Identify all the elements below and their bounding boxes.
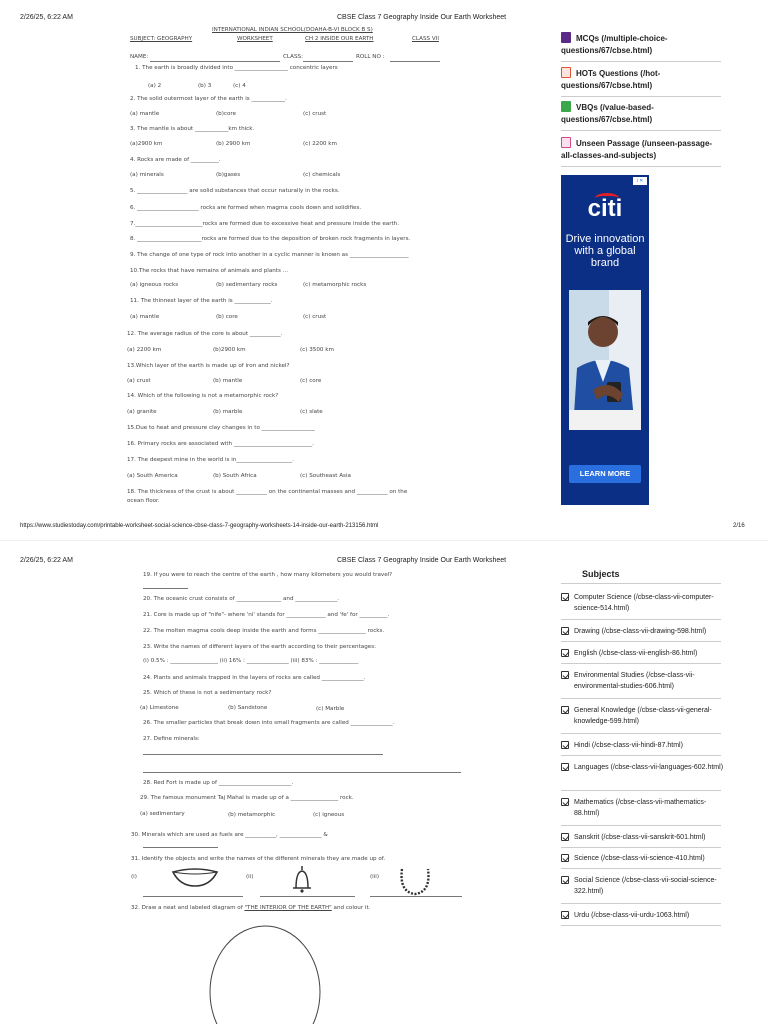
question-19: 19. If you were to reach the centre of the earth , how many kilometers you would travel? [143,572,393,578]
subject-label: Mathematics (/cbse-class-vii-mathematics-88.html) [574,799,707,817]
checkbox-icon [561,627,569,635]
question-15: 15.Due to heat and pressure clay changes in to ___________________ [127,425,315,431]
question-32 [131,905,370,911]
question-13: 13.Which layer of the earth is made up of iron and nickel? [127,363,290,369]
citi-logo: citi [587,195,623,222]
q17-option-a: (a) South America [127,473,178,479]
book-icon [561,32,571,43]
question-6: 6. ______________________ rocks are formed when magma cools down and solidifies. [130,205,362,211]
subject-label: Computer Science (/cbse-class-vii-computer-science-514.html) [574,594,714,612]
question-7: 7.________________________rocks are formed due to excessive heat and pressure inside the earth. [130,221,400,227]
question-26: 26. The smaller particles that break down into small fragments are called _______________. [143,720,395,726]
subject-science[interactable] [561,853,726,864]
subject-label: Drawing (/cbse-class-vii-drawing-598.html) [574,628,707,635]
q1-option-c: (c) 4 [233,83,246,89]
q25-option-b: (b) Sandstone [228,705,268,711]
subject-social-science[interactable] [561,875,726,897]
question-2: 2. The solid outermost layer of the earth is ____________. [130,96,287,102]
bell-image [290,864,314,894]
q11-option-c: (c) crust [303,314,327,320]
subject-hindi[interactable] [561,740,726,751]
subject-mathematics[interactable] [561,797,726,819]
header-title-2: CBSE Class 7 Geography Inside Our Earth Worksheet [337,557,507,564]
school-name: INTERNATIONAL INDIAN SCHOOL(DOAHA-B-VI BLOCK B S) [212,27,373,33]
q14-option-a: (a) granite [127,409,157,415]
q31-label-i: (i) [131,874,137,880]
header-date: 2/26/25, 6:22 AM [20,14,73,21]
class-line: CLASS: [283,54,303,60]
subject-languages[interactable] [561,762,726,773]
q31-label-iii: (iii) [370,874,380,880]
question-18: 18. The thickness of the crust is about ___________ on the continental masses and ___________ on the [127,489,408,495]
subject-urdu[interactable] [561,910,726,921]
question-10: 10.The rocks that have remains of animals and plants ... [130,268,289,274]
type-label: WORKSHEET [237,36,273,42]
learn-more-button[interactable]: LEARN MORE [569,465,641,483]
question-16: 16. Primary rocks are associated with ____________________________. [127,441,314,447]
chapter-label: CH 2 INSIDE OUR EARTH [305,36,374,42]
question-22: 22. The molten magma cools deep inside the earth and forms _________________ rocks. [143,628,385,634]
q31-label-ii: (ii) [246,874,254,880]
q3-option-b: (b) 2900 km [216,141,251,147]
question-21: 21. Core is made up of "nife"- where 'ni' stands for ______________ and 'fe' for __________. [143,612,390,618]
q11-option-a: (a) mantle [130,314,160,320]
hots-link[interactable] [561,67,721,91]
roll-line: ROLL NO : [356,54,385,60]
question-20: 20. The oceanic crust consists of ________________ and _______________. [143,596,340,602]
q1-option-b: (b) 3 [198,83,212,89]
checkbox-icon [561,593,569,601]
subject-label: Science (/cbse-class-vii-science-410.html) [574,855,705,862]
hots-link-label: HOTs Questions (/hot-questions/67/cbse.html) [561,69,661,90]
question-17: 17. The deepest mine in the world is in____________________. [127,457,295,463]
question-12: 12. The average radius of the core is about ___________. [127,331,283,337]
q4-option-c: (c) chemicals [303,172,341,178]
q32-text: 32. Draw a neat and labeled diagram of [131,905,245,911]
question-4: 4. Rocks are made of __________. [130,157,221,163]
header-date-2: 2/26/25, 6:22 AM [20,557,73,564]
q11-option-b: (b) core [216,314,238,320]
q29-option-a: (a) sedimentary [140,811,185,817]
q13-option-c: (c) core [300,378,322,384]
subject-drawing[interactable] [561,626,726,637]
vbqs-link-label: VBQs (/value-based-questions/67/cbse.html) [561,103,654,124]
q1-option-a: (a) 2 [148,83,162,89]
q14-option-b: (b) marble [213,409,243,415]
checkbox-icon [561,798,569,806]
q32-underlined: "THE INTERIOR OF THE EARTH" [244,905,332,911]
question-31: 31. Identify the objects and write the names of the different minerals they are made up of. [131,856,386,862]
citi-advertisement[interactable] [561,175,649,505]
q29-option-c: (c) igneous [313,812,345,818]
ad-person-image [569,290,641,430]
subject-label: Languages (/cbse-class-vii-languages-602.html) [574,764,724,771]
subject-label: Urdu (/cbse-class-vii-urdu-1063.html) [574,912,690,919]
question-23: 23. Write the names of different layers of the earth according to their percentages: [143,644,377,650]
ad-choices-icon[interactable]: i ✕ [633,177,647,185]
q17-option-c: (c) Southeast Asia [300,473,351,479]
q13-option-a: (a) crust [127,378,151,384]
q25-option-c: (c) Marble [316,706,345,712]
document-icon [561,137,571,148]
question-29: 29. The famous monument Taj Mahal is made up of a _________________ rock. [140,795,354,801]
q10-option-b: (b) sedimentary rocks [216,282,278,288]
checkbox-icon [561,763,569,771]
subject-english[interactable] [561,648,726,659]
question-3: 3. The mantle is about ____________km thick. [130,126,255,132]
page-separator [0,540,768,541]
ad-headline: Drive innovation with a global brand [565,233,645,269]
question-30: 30. Minerals which are used as fuels are ___________, _______________ & [131,832,328,838]
q4-option-b: (b)gases [216,172,241,178]
checkbox-icon [561,911,569,919]
q10-option-c: (c) metamorphic rocks [303,282,367,288]
checkbox-icon [561,671,569,679]
header-title: CBSE Class 7 Geography Inside Our Earth Worksheet [337,14,507,21]
q3-option-a: (a)2900 km [130,141,163,147]
question-24: 24. Plants and animals trapped in the layers of rocks are called _______________. [143,675,366,681]
question-9: 9. The change of one type of rock into another in a cyclic manner is known as _____________________ [130,252,409,258]
subject-label: Sanskrit (/cbse-class-vii-sanskrit-601.html) [574,834,706,841]
q14-option-c: (c) slate [300,409,323,415]
checkbox-icon [561,854,569,862]
subject-label: Social Science (/cbse-class-vii-social-science-322.html) [574,877,717,895]
subject-label: English (/cbse-class-vii-english-86.html) [574,650,698,657]
question-14: 14. Which of the following is not a metamorphic rock? [127,393,279,399]
question-18-cont: ocean floor. [127,498,160,504]
subject-label: Hindi (/cbse-class-vii-hindi-87.html) [574,742,683,749]
question-23-parts: (i) 0.5% : _________________ (ii) 16% : _______________ (iii) 83% : ______________ [143,658,359,664]
q10-option-a: (a) igneous rocks [130,282,179,288]
class-label: CLASS VII [412,36,439,42]
pencil-doc-icon [561,67,571,78]
q12-option-a: (a) 2200 km [127,347,162,353]
q29-option-b: (b) metamorphic [228,812,276,818]
q2-option-b: (b)core [216,111,237,117]
question-8: 8. _______________________rocks are formed due to the deposition of broken rock fragments in layers. [130,236,411,242]
subject-environmental-studies[interactable] [561,670,726,692]
q32-end: and colour it. [331,905,371,911]
subject-sanskrit[interactable] [561,832,726,843]
print-page-2 [0,548,768,1024]
checkbox-icon [561,833,569,841]
footer-page-number: 2/16 [733,523,745,529]
subject-computer-science[interactable] [561,592,726,614]
question-11: 11. The thinnest layer of the earth is _____________. [130,298,273,304]
checkbox-icon [561,649,569,657]
earth-diagram-circle [205,920,325,1024]
q2-option-c: (c) crust [303,111,327,117]
question-27: 27. Define minerals: [143,736,200,742]
unseen-passage-link[interactable] [561,137,721,161]
vbqs-link[interactable] [561,101,721,125]
subject-label: General Knowledge (/cbse-class-vii-general-knowledge-599.html) [574,707,712,725]
question-25: 25. Which of these is not a sedimentary rock? [143,690,272,696]
question-28: 28. Red Fort is made up of __________________________. [143,780,294,786]
q2-option-a: (a) mantle [130,111,160,117]
subject-label: Environmental Studies (/cbse-class-vii-environmental-studies-606.html) [574,672,695,690]
q12-option-c: (c) 3500 km [300,347,334,353]
mcqs-link-label: MCQs (/multiple-choice-questions/67/cbse.html) [561,34,668,55]
necklace-image [397,864,433,898]
question-1: 1. The earth is broadly divided into ___________________ concentric layers [135,65,338,71]
checkbox-icon [561,876,569,884]
subjects-heading: Subjects [582,569,620,579]
bowl-image [170,866,220,888]
unseen-passage-link-label: Unseen Passage (/unseen-passage-all-classes-and-subjects) [561,139,713,160]
q3-option-c: (c) 2200 km [303,141,337,147]
name-line: NAME: [130,54,149,60]
q12-option-b: (b)2900 km [213,347,246,353]
green-book-icon [561,101,571,112]
checkbox-icon [561,741,569,749]
q17-option-b: (b) South Africa [213,473,257,479]
mcqs-link[interactable] [561,32,721,56]
question-5: 5. __________________ are solid substances that occur naturally in the rocks. [130,188,340,194]
q25-option-a: (a) Limestone [140,705,179,711]
checkbox-icon [561,706,569,714]
subject-label: SUBJECT: GEOGRAPHY [130,36,193,42]
q13-option-b: (b) mantle [213,378,243,384]
subject-general-knowledge[interactable] [561,705,726,727]
q4-option-a: (a) minerals [130,172,164,178]
footer-url: https://www.studiestoday.com/printable-worksheet-social-science-cbse-class-7-geography-worksheets-14-inside-our-earth-213156.html [20,523,379,529]
